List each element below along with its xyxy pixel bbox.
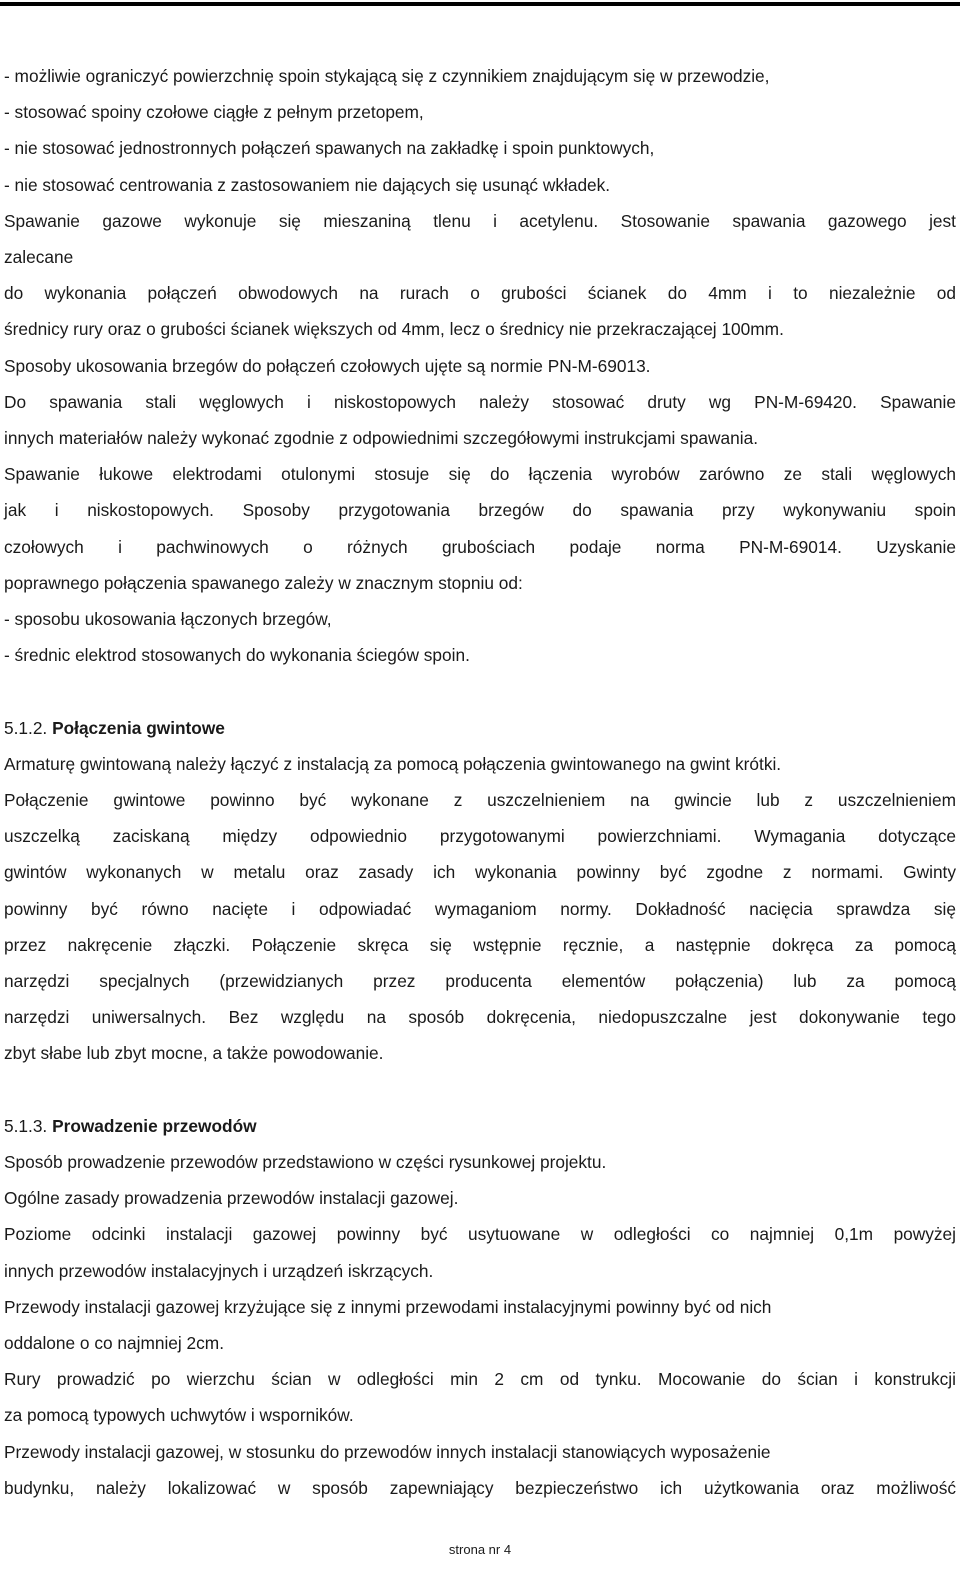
section-heading-5-1-2 xyxy=(4,710,956,746)
text-line: do wykonania połączeń obwodowych na rurach o grubości ścianek do 4mm i to niezależnie od xyxy=(4,283,956,304)
text-line: oddalone o co najmniej 2cm. xyxy=(4,1333,224,1354)
text-line: Sposoby ukosowania brzegów do połączeń czołowych ujęte są normie PN-M-69013. xyxy=(4,355,651,376)
section-number: 5.1.2. xyxy=(4,717,48,738)
spacer xyxy=(4,673,956,709)
text-line: Poziome odcinki instalacji gazowej powinny być usytuowane w odległości co najmniej 0,1m powyżej xyxy=(4,1224,956,1245)
section-heading-5-1-3 xyxy=(4,1108,956,1144)
text-line: narzędzi uniwersalnych. Bez względu na sposób dokręcenia, niedopuszczalne jest dokonywanie tego xyxy=(4,1007,956,1028)
text-line: Połączenie gwintowe powinno być wykonane z uszczelnieniem na gwincie lub z uszczelnieniem xyxy=(4,790,956,811)
text-line: Przewody instalacji gazowej, w stosunku do przewodów innych instalacji stanowiących wyposażenie xyxy=(4,1441,771,1462)
text-line: - nie stosować jednostronnych połączeń spawanych na zakładkę i spoin punktowych, xyxy=(4,138,655,159)
text-line: średnicy rury oraz o grubości ścianek większych od 4mm, lecz o średnicy nie przekraczającej 100mm. xyxy=(4,319,784,340)
text-line: innych przewodów instalacyjnych i urządzeń iskrzących. xyxy=(4,1260,434,1281)
text-line: uszczelką zaciskaną między odpowiednio przygotowanymi powierzchniami. Wymagania dotyczące xyxy=(4,826,956,847)
text-line: Sposób prowadzenie przewodów przedstawiono w części rysunkowej projektu. xyxy=(4,1152,607,1173)
text-line: Spawanie łukowe elektrodami otulonymi stosuje się do łączenia wyrobów zarówno ze stali węglowych xyxy=(4,464,956,485)
section-title: Prowadzenie przewodów xyxy=(52,1115,257,1136)
text-line: budynku, należy lokalizować w sposób zapewniający bezpieczeństwo ich użytkowania oraz możliwość xyxy=(4,1477,956,1498)
text-line: zbyt słabe lub zbyt mocne, a także powodowanie. xyxy=(4,1043,384,1064)
text-line: powinny być równo nacięte i odpowiadać wymaganiom normy. Dokładność nacięcia sprawdza się xyxy=(4,898,956,919)
text-line: - sposobu ukosowania łączonych brzegów, xyxy=(4,609,332,630)
text-line: jak i niskostopowych. Sposoby przygotowania brzegów do spawania przy wykonywaniu spoin xyxy=(4,500,956,521)
section-title: Połączenia gwintowe xyxy=(52,717,225,738)
text-line: - stosować spoiny czołowe ciągłe z pełnym przetopem, xyxy=(4,102,424,123)
text-line: Spawanie gazowe wykonuje się mieszaniną tlenu i acetylenu. Stosowanie spawania gazowego jest xyxy=(4,210,956,231)
document-body xyxy=(4,58,956,1506)
text-line: czołowych i pachwinowych o różnych grubościach podaje norma PN-M-69014. Uzyskanie xyxy=(4,536,956,557)
text-line: Przewody instalacji gazowej krzyżujące się z innymi przewodami instalacyjnymi powinny być od nich xyxy=(4,1296,772,1317)
section-number: 5.1.3. xyxy=(4,1115,48,1136)
text-line: przez nakręcenie złączki. Połączenie skręca się wstępnie ręcznie, a następnie dokręca za pomocą xyxy=(4,934,956,955)
text-line: Do spawania stali węglowych i niskostopowych należy stosować druty wg PN-M-69420. Spawanie xyxy=(4,391,956,412)
text-line: - nie stosować centrowania z zastosowaniem nie dających się usunąć wkładek. xyxy=(4,174,611,195)
text-line: poprawnego połączenia spawanego zależy w znacznym stopniu od: xyxy=(4,572,523,593)
text-line: narzędzi specjalnych (przewidzianych przez producenta elementów połączenia) lub za pomocą xyxy=(4,971,956,992)
text-line: gwintów wykonanych w metalu oraz zasady ich wykonania powinny być zgodne z normami. Gwinty xyxy=(4,862,956,883)
page-footer: strona nr 4 xyxy=(448,1542,512,1557)
text-line: Ogólne zasady prowadzenia przewodów instalacji gazowej. xyxy=(4,1188,459,1209)
text-line: - średnic elektrod stosowanych do wykonania ściegów spoin. xyxy=(4,645,470,666)
text-line: Rury prowadzić po wierzchu ścian w odległości min 2 cm od tynku. Mocowanie do ścian i konstrukcji xyxy=(4,1369,956,1390)
text-line: zalecane xyxy=(4,247,74,268)
text-line: innych materiałów należy wykonać zgodnie z odpowiednimi szczegółowymi instrukcjami spawania. xyxy=(4,428,758,449)
text-line: za pomocą typowych uchwytów i wsporników. xyxy=(4,1405,354,1426)
top-rule xyxy=(0,2,960,6)
text-line: - możliwie ograniczyć powierzchnię spoin stykającą się z czynnikiem znajdującym się w przewodzie, xyxy=(4,66,770,86)
text-line: Armaturę gwintowaną należy łączyć z instalacją za pomocą połączenia gwintowanego na gwint krótki. xyxy=(4,753,782,774)
spacer xyxy=(4,1072,956,1108)
